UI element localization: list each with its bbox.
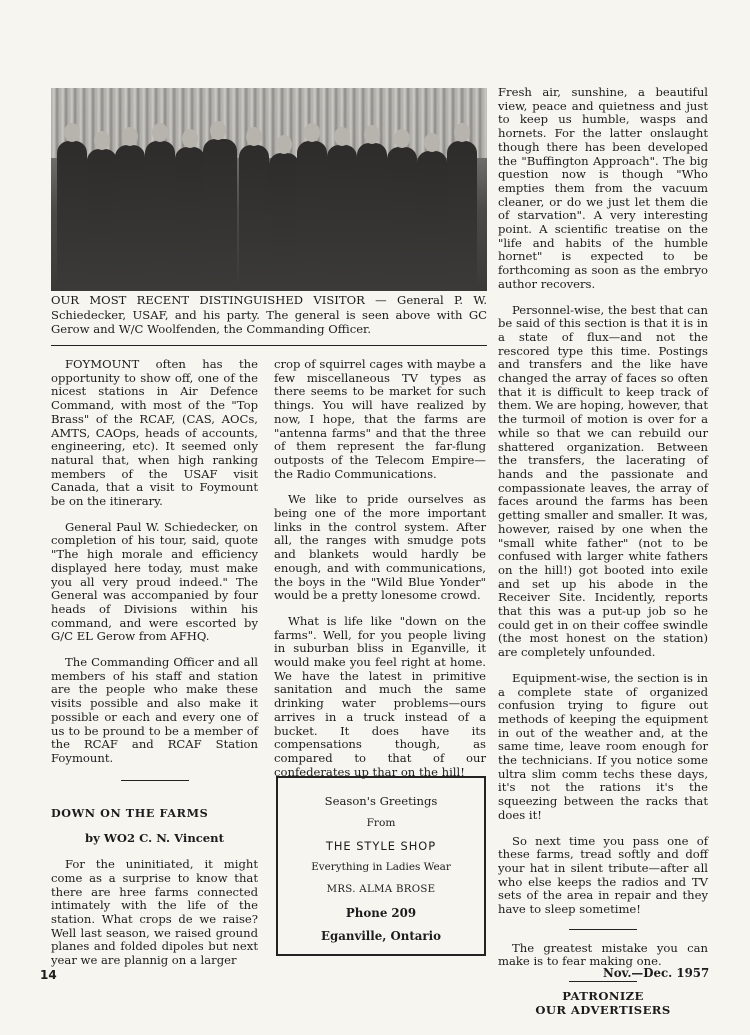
- group-photo: [51, 88, 487, 291]
- section-divider: [569, 929, 637, 930]
- page-number: 14: [40, 968, 57, 982]
- article2-paragraph: We like to pride ourselves as being one of the more important links in the control system. After all, the ranges with smudge pots and blankets would hardly be enough, and with communications, the boys in the "Wild Blue Yonder" would be a pretty lonesome crowd.: [274, 492, 486, 603]
- article2-paragraph: So next time you pass one of these farms, tread softly and doff your hat in silent tribute—after all who else keeps the radios and TV sets of the area in repair and they have to sleep sometime!: [498, 833, 708, 917]
- patronize-line: PATRONIZE: [562, 989, 644, 1004]
- ad-location: Eganville, Ontario: [321, 929, 441, 943]
- ad-phone: Phone 209: [345, 906, 417, 920]
- article2-paragraph: Fresh air, sunshine, a beautiful view, peace and quietness and just to keep us humble, wasps and hornets. For the latter onslaught though there has been developed the "Buffington Approach". The big question now is though "Who empties them from the vacuum cleaner, or do we just let them die of starvation". A very interesting point. A scientific treatise on the "life and habits of the humble hornet" is expected to be forthcoming as soon as the embryo author recovers.: [498, 85, 708, 291]
- article2-paragraph: Personnel-wise, the best that can be said of this section is that it is in a state of flux—and not the rescored type this time. Postings and transfers and the like have changed the array of faces so often that it is difficult to keep track of them. We are hoping, however, that the turmoil of motion is over for a while so that we can rebuild our shattered organization. Between the transfers, the lacerating of hands and the passionate and compassionate leaves, the array of faces around the farms has been getting smaller and smaller. It was, however, raised by one when the "small white father" (not to be confused with larger white fathers on the hill!) got booted into exile and set up his abode in the Receiver Site. Incidently, reports that this was a put-up job so he could get in on their coffee swindle (the most honest on the station) are completely unfounded.: [498, 302, 708, 660]
- issue-date: Nov.—Dec. 1957: [603, 966, 710, 980]
- patronize-line: OUR ADVERTISERS: [535, 1002, 671, 1017]
- section-divider: [121, 780, 189, 781]
- column-1: [51, 358, 258, 980]
- article2-paragraph: What is life like "down on the farms". Well, for you people living in suburban bliss in Eganville, it would make you feel right at home. We have the latest in primitive sanitation and much the same drinking water problems—ours arrives in a truck instead of a bucket. It does have its compensations though, as compared to that of our confederates up thar on the hill!: [274, 613, 486, 779]
- patronize-notice: [498, 990, 708, 1017]
- photo-curtain-backdrop: [51, 88, 487, 158]
- article1-paragraph: FOYMOUNT often has the opportunity to show off, one of the nicest stations in Air Defence Command, with most of the "Top Brass" of the RCAF, (CAS, AOCs, AMTS, CAOps, heads of accounts, engineering, etc). It seemed only natural that, when high ranking members of the USAF visit Canada, that a visit to Foymount be on the itinerary.: [51, 357, 258, 509]
- article2-heading: DOWN ON THE FARMS: [51, 805, 209, 820]
- article1-paragraph: General Paul W. Schiedecker, on completion of his tour, said, quote "The high morale and efficiency displayed here today, must make you all very proud indeed." The General was accompanied by four heads of Divisions within his command, and were escorted by G/C EL Gerow from AFHQ.: [51, 519, 258, 644]
- ad-greeting: Season's Greetings: [324, 794, 438, 808]
- article1-paragraph: The Commanding Officer and all members of his staff and station are the people who make these visits possible and also make it possible or each and every one of us to be pround to be a member of the RCAF and RCAF Station Foymount.: [51, 655, 258, 765]
- ad-from: From: [366, 817, 396, 829]
- column-2: [274, 358, 486, 791]
- column-3: [498, 86, 708, 1017]
- ad-shop-name: THE STYLE SHOP: [325, 839, 437, 853]
- section-divider: [569, 981, 637, 982]
- ad-owner: MRS. ALMA BROSE: [326, 884, 436, 895]
- article2-byline: by WO2 C. N. Vincent: [85, 831, 224, 846]
- article2-paragraph: crop of squirrel cages with maybe a few miscellaneous TV types as there seems to be market for such things. You will have realized by now, I hope, that the farms are "antenna farms" and that the three of them represent the far-flung outposts of the Telecom Empire—the Radio Communications.: [274, 357, 486, 481]
- ad-tagline: Everything in Ladies Wear: [311, 861, 451, 873]
- photo-caption: OUR MOST RECENT DISTINGUISHED VISITOR — General P. W. Schiedecker, USAF, and his party. The general is seen above with GC Gerow and W/C Woolfenden, the Commanding Officer.: [51, 293, 487, 336]
- style-shop-advertisement: [276, 776, 486, 956]
- article2-paragraph: For the uninitiated, it might come as a surprise to know that there are hree farms connected intimately with the life of the station. What crops de we raise? Well last season, we raised ground planes and folded dipoles but next year we are plannig on a larger: [51, 857, 258, 968]
- article2-paragraph: Equipment-wise, the section is in a complete state of organized confusion trying to figure out methods of keeping the equipment in out of the weather and, at the same time, leave room enough for the technicians. If you notice some ultra slim comm techs these days, it's not the rations it's the squeezing between the racks that does it!: [498, 670, 708, 822]
- caption-divider: [51, 345, 487, 346]
- closing-quote: The greatest mistake you can make is to fear making one.: [498, 940, 708, 969]
